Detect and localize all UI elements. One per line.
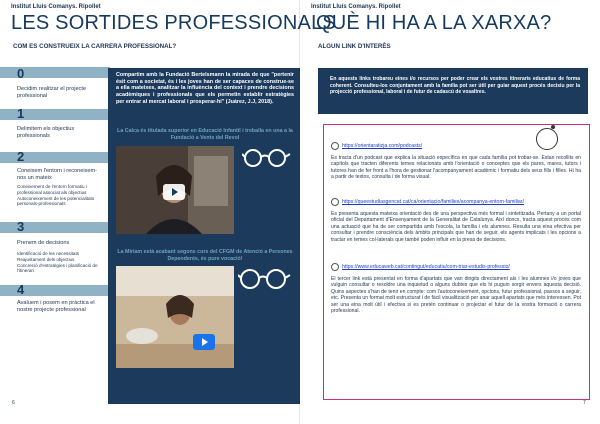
list-item: Autoconeixement de les potencialitats personals-professionals (17, 195, 95, 207)
glasses-icon (238, 268, 292, 290)
quote-text: Compartim amb la Fundació Bertelsmann la mirada de que "pertenir ésit com a societat, és i les joves han de ser capaces de construe-se a ella mateixes, analitzar la influència del context i prendre decisions acadèmiques i professionals que els permetin establir estratègies per entrar al mercat laboral i prosperar-hi" (Juárez, J.J, 2018). (116, 72, 294, 105)
page-number: 6 (12, 400, 15, 406)
right-page-title: QUÈ HI HA A LA XARXA? (316, 12, 552, 34)
step-label: Prenem de decisions (17, 240, 70, 246)
circle-decoration-icon (536, 128, 558, 150)
link-icon (331, 263, 339, 271)
step-label: Coneixem l'entorn i reconeixem-nos un mateix (17, 168, 98, 182)
list-item: Concreció d'estratègies i planificació de l'itinerari (17, 262, 98, 274)
step-number: 2 (17, 149, 25, 164)
left-header: Institut Lluís Comanys. Ripollet (11, 4, 101, 10)
resource-link[interactable] (331, 198, 524, 206)
step-label: Decidim realitzar el projecte professional (17, 86, 87, 100)
video-player[interactable] (116, 266, 234, 368)
step-number: 3 (17, 219, 25, 234)
link-icon (331, 198, 339, 206)
list-item: Coneixement de l'entorn formatiu i professional associat als objectius (17, 184, 87, 195)
video-thumbnail (116, 266, 234, 368)
video-caption: La Miriam està acabant segons curs del CFGM de Atenció a Persones Dependents, és pure vocació! (117, 249, 293, 262)
list-item: Identificació de les necessitats (17, 251, 80, 256)
left-page-subtitle: COM ES CONSTRUEIX LA CARRERA PROFESSIONAL? (13, 43, 177, 50)
step-number: 1 (17, 106, 25, 121)
step-label: Delimitem els objectius professionals (17, 126, 75, 140)
list-item: Reajustament dels objectius (17, 256, 75, 262)
video-player[interactable] (116, 146, 234, 234)
link-description: Es tracta d'un podcast que explica la situació específica en que cada família pot trobar-se. Estan recollits en capítols que tracten diferents temes relacionats amb l'orientació o conceptes que els pares, mares, tutors i tutores han de fer front a l'hora de gestionar l'acompanyament acadèmic i formatiu dels seus fills i filles. Hi ha a partir de textos, consulta i de forma visual. (331, 155, 581, 181)
link-url[interactable]: https://orientaratizja.com/podcasts/ (342, 143, 423, 149)
right-header: Institut Lluís Comanys. Ripollet (311, 4, 401, 10)
link-url[interactable]: https://queestudiasgencat.cat/ca/orientacio/families/acompanya-entorn-familiar/ (342, 199, 524, 205)
right-page-subtitle: ALGUN LINK D'INTERÈS (318, 43, 391, 50)
step-label: Avaluem i posem en pràctica el nostre projecte professional (17, 300, 95, 314)
step-sublist (17, 184, 107, 207)
link-description: El tercer link està presentat en forma d'apartats que van dirigits directament als i les alumnes i/o joves que vulguin consultar o resoldre una inquietud o alguns dubtes que els hi puguin sorgir envers aquesta decisió. Quins aspectes s'han de tenir en compte: com l'autoconeixement, opcions, futur professional, passos a seguir, etc. Presenta un format molt estructurat i de fàcil visualització per anar aquell apartats que més interessen. Pot ser una eina molt útil i efectiva si es pretén continuar o projectar el futur de la vostra formació o carrera professional. (331, 276, 582, 315)
step-number: 4 (17, 282, 25, 297)
left-page-title: LES SORTIDES PROFESSIONALS (11, 12, 336, 34)
resource-link[interactable] (331, 142, 422, 150)
step-number: 0 (17, 66, 25, 81)
page-number: 7 (583, 400, 586, 406)
link-icon (331, 142, 339, 150)
play-button[interactable] (163, 184, 185, 200)
glasses-icon (242, 148, 292, 168)
resource-link[interactable] (331, 263, 510, 271)
intro-text: En aquests links trobareu eines i/o recursos per poder crear els vostres itineraris educatius de forma coherent. Consulteu-los conjuntament amb la família pot ser útil per guiar aquest procés decisiu per la projecció professional, laboral i de futur de cadascú de vosaltres. (330, 76, 580, 95)
play-button[interactable] (193, 334, 215, 350)
link-url[interactable]: https://www.educaweb.cat/contingut/educatiu/com-triar-estudis-professio/ (342, 264, 510, 270)
step-sublist (17, 251, 107, 274)
video-caption: La Calca és titulada superior en Educació Infantil i treballa en una a la Fundació a Vents del Revol (117, 128, 293, 141)
link-description: Es presenta aquesta mateixa orientació des de una perspectiva més formal i sintetitzada. Pertany a un portal oficial del Departament d'Ensenyament de la Generalitat de Catalunya. Així doncs, tracta aquest procés com una actuació que ha de ser compartida amb l'escola, la família i els alumnes. Resulta una eina efectiva per consultar i prendre consciència dels àmbits principals que han de seguir, els agents implicats i les opcions a tractar en temes col·laterals que també poden influir en la presa de decisions. (331, 211, 581, 243)
